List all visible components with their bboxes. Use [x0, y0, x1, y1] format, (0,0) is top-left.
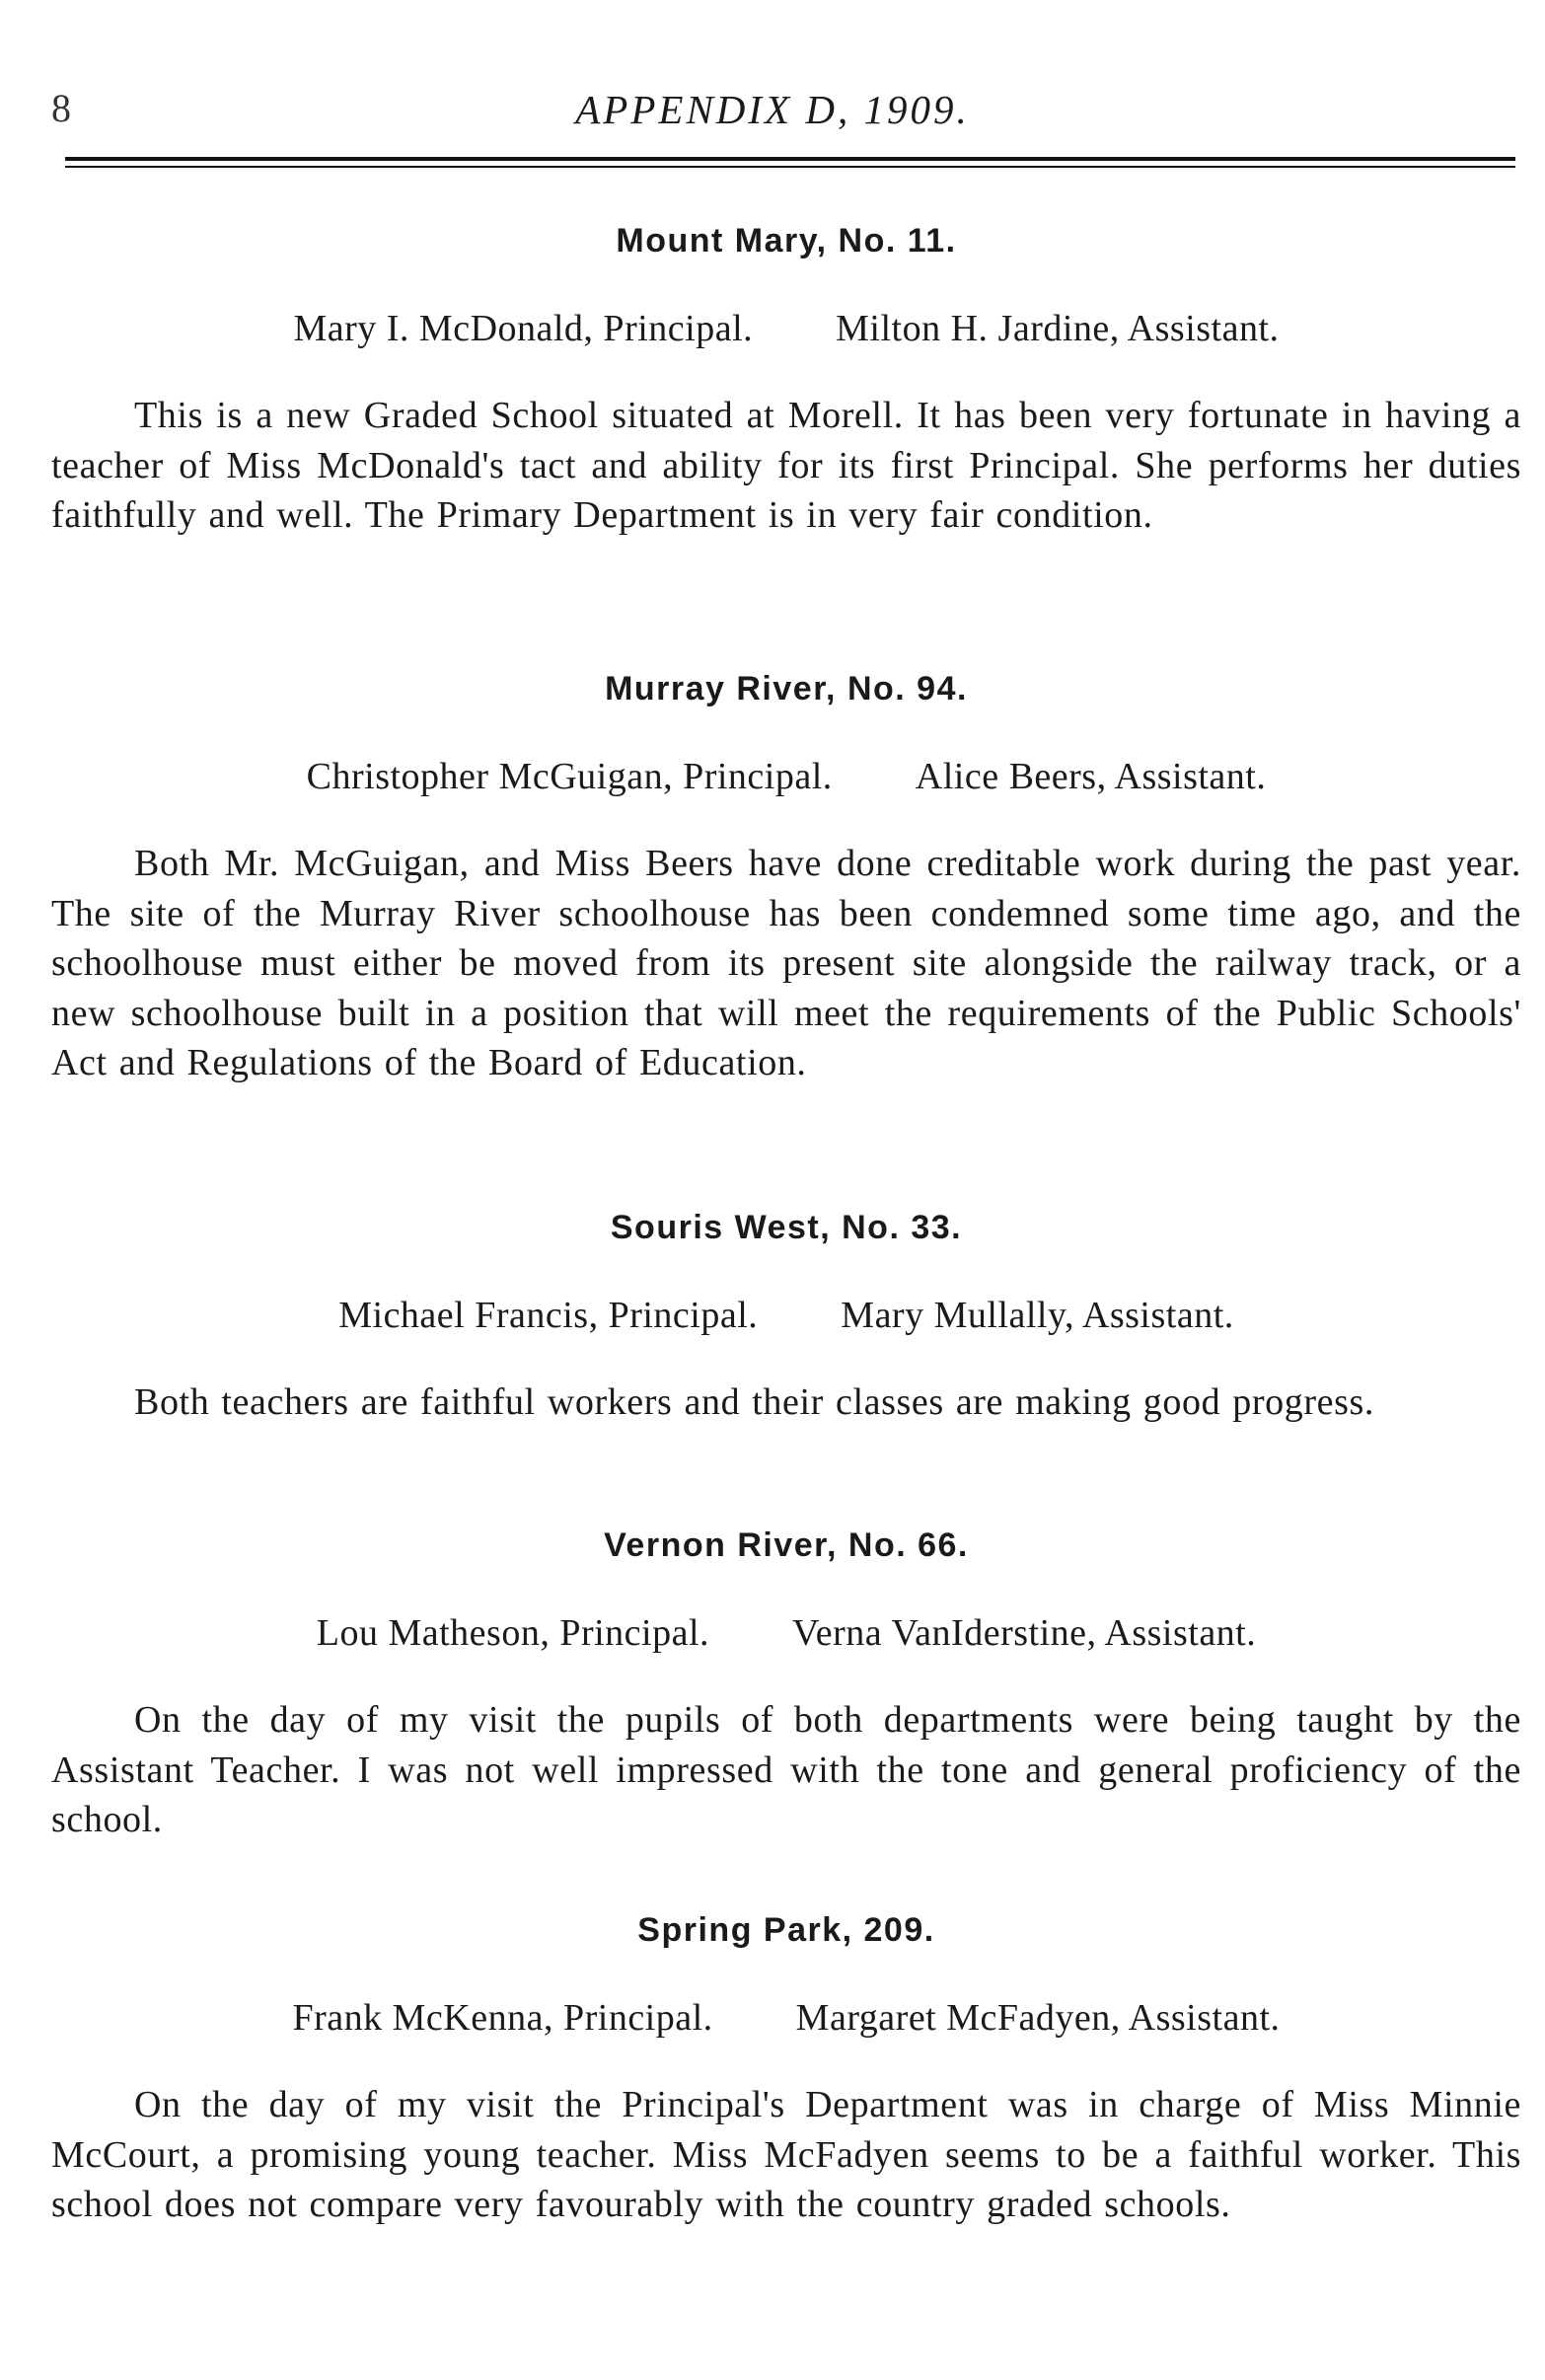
section-heading: Souris West, No. 33.	[610, 1209, 963, 1246]
principal-name: Mary I. McDonald, Principal.	[293, 308, 754, 349]
principal-name: Frank McKenna, Principal.	[292, 1997, 713, 2039]
section-heading: Mount Mary, No. 11.	[616, 222, 957, 260]
section-heading: Murray River, No. 94.	[605, 670, 968, 707]
principal-name: Christopher McGuigan, Principal.	[306, 756, 833, 797]
assistant-name: Mary Mullally, Assistant.	[841, 1295, 1234, 1336]
school-section-mount-mary	[51, 219, 1521, 541]
section-body: Both teachers are faithful workers and their classes are making good progress.	[134, 1381, 1374, 1423]
staff-line	[51, 1995, 1521, 2041]
page-number: 8	[51, 86, 71, 130]
section-body: This is a new Graded School situated at Morell. It has been very fortunate in having a teacher of Miss McDonald's tact and ability for its first Principal. She performs her duties faithfully and well. The Primary Department is in very fair condition.	[51, 395, 1521, 536]
header-rule-thick	[65, 157, 1515, 161]
staff-line	[51, 754, 1521, 799]
staff-line	[51, 1293, 1521, 1338]
staff-line	[51, 1610, 1521, 1656]
section-body: On the day of my visit the pupils of both departments were being taught by the Assistant Teacher. I was not well impressed with the tone and general proficiency of the school.	[51, 1699, 1521, 1840]
principal-name: Lou Matheson, Principal.	[316, 1612, 710, 1654]
school-section-souris-west	[51, 1206, 1521, 1428]
header-rule-thin	[65, 166, 1515, 168]
assistant-name: Milton H. Jardine, Assistant.	[836, 308, 1280, 349]
section-body: On the day of my visit the Principal's Department was in charge of Miss Minnie McCourt, a promising young teacher. Miss McFadyen seems to be a faithful worker. This school does not compare very favourably with the country graded schools.	[51, 2084, 1521, 2225]
school-section-spring-park	[51, 1908, 1521, 2230]
section-body: Both Mr. McGuigan, and Miss Beers have done creditable work during the past year. The site of the Murray River schoolhouse has been condemned some time ago, and the schoolhouse must either be moved from its present site alongside the railway track, or a new schoolhouse built in a position that will meet the requirements of the Public Schools' Act and Regulations of the Board of Education.	[51, 843, 1521, 1083]
section-heading: Spring Park, 209.	[637, 1911, 935, 1949]
running-head: APPENDIX D, 1909.	[575, 87, 970, 132]
staff-line	[51, 306, 1521, 351]
assistant-name: Verna VanIderstine, Assistant.	[792, 1612, 1257, 1654]
section-heading: Vernon River, No. 66.	[604, 1526, 969, 1564]
school-section-vernon-river	[51, 1524, 1521, 1845]
school-section-murray-river	[51, 667, 1521, 1088]
principal-name: Michael Francis, Principal.	[338, 1295, 759, 1336]
assistant-name: Alice Beers, Assistant.	[915, 756, 1267, 797]
assistant-name: Margaret McFadyen, Assistant.	[795, 1997, 1281, 2039]
